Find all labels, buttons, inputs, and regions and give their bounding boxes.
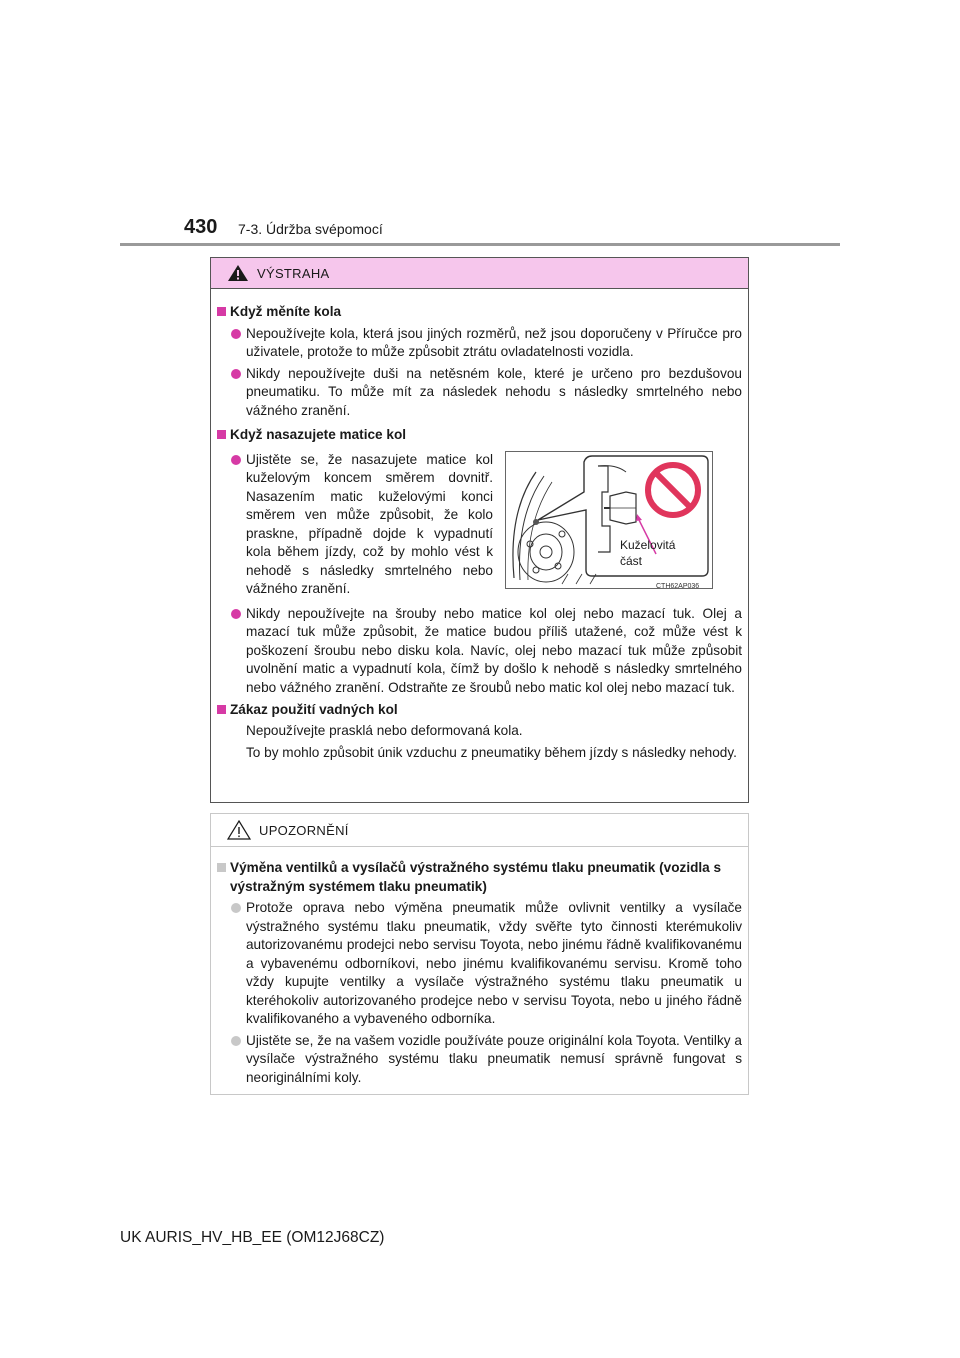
figure-code: CTH62AP036 <box>656 582 700 590</box>
warning-bullet: Ujistěte se, že nasazujete matice kol kuželovým koncem směrem dovnitř. Nasazením matic kuželovými konci směrem ven může způsobit, že kolo praskne, případně dojde k vypadnutí kola během jízdy, což by mohlo vést k nehodě s následky smrtelného nebo vážného zranění. <box>231 451 493 599</box>
caution-heading-valves: Výměna ventilků a vysílačů výstražného systému tlaku pneumatik (vozidla s výstražným systémem tlaku pneumatik) <box>217 859 742 896</box>
header-rule <box>120 243 840 246</box>
wheel-nut-drawing <box>506 452 712 588</box>
warning-bullet: Nikdy nepoužívejte na šrouby nebo matice kol olej nebo mazací tuk. Olej a mazací tuk může způsobit, že matice budou příliš utažené, což může vést k poškození šroubu nebo disku kola. Navíc, olej nebo mazací tuk může způsobit uvolnění matic a vypadnutí kola, čímž by došlo k nehodě s následky smrtelného nebo vážného zranění. Odstraňte ze šroubů nebo matic kol olej nebo mazací tuk. <box>231 605 742 698</box>
warning-title: VÝSTRAHA <box>257 265 330 281</box>
section-title: 7-3. Údržba svépomocí <box>238 221 383 237</box>
warning-bullet: Nikdy nepoužívejte duši na netěsném kole, které je určeno pro bezdušovou pneumatiku. To může mít za následek nehodu s následky smrtelného nebo vážného zranění. <box>231 365 742 421</box>
caution-title: UPOZORNĚNÍ <box>259 822 349 838</box>
tapered-part-label: Kuželovitá část <box>620 537 676 568</box>
round-bullet-icon <box>231 369 241 379</box>
caution-body <box>211 847 748 1087</box>
warning-paragraph: To by mohlo způsobit únik vzduchu z pneumatiky během jízdy s následky nehody. <box>246 745 737 760</box>
round-bullet-icon <box>231 1036 241 1046</box>
caution-triangle-icon <box>227 820 251 840</box>
caution-bullet: Ujistěte se, že na vašem vozidle používáte pouze originální kola Toyota. Ventilky a vysílače výstražného systému tlaku pneumatik nemusí správně fungovat s neoriginálními koly. <box>231 1032 742 1088</box>
warning-box <box>210 257 749 803</box>
warning-heading-wheels: Když měníte kola <box>217 303 742 322</box>
caution-bullet: Protože oprava nebo výměna pneumatik může ovlivnit ventilky a vysílače výstražného systému tlaku pneumatik, vždy svěřte tyto činnosti kterémukoliv autorizovanému prodejci nebo servisu Toyota, nebo jinému řádně kvalifikovanému a vybavenému odborníkovi, nebo jinému kvalifikovanému servisu. Kromě toho vždy kupujte ventilky a vysílače výstražného systému tlaku pneumatik u kteréhokoliv autorizovaného prodejce nebo v servisu Toyota, nebo u jiného řádně kvalifikovaného a vybaveného odborníka. <box>231 899 742 1029</box>
warning-triangle-icon <box>227 264 249 282</box>
warning-paragraph: Nepoužívejte prasklá nebo deformovaná kola. <box>246 722 523 738</box>
warning-heading-defective: Zákaz použití vadných kol <box>217 701 742 720</box>
nut-figure-row <box>217 445 742 599</box>
square-bullet-icon <box>217 705 226 714</box>
round-bullet-icon <box>231 329 241 339</box>
square-bullet-icon <box>217 307 226 316</box>
warning-header <box>211 258 748 289</box>
footer-doc-code: UK AURIS_HV_HB_EE (OM12J68CZ) <box>120 1229 385 1246</box>
round-bullet-icon <box>231 903 241 913</box>
square-bullet-icon <box>217 863 226 872</box>
warning-bullet: Nepoužívejte kola, která jsou jiných rozměrů, než jsou doporučeny v Příručce pro uživatele, protože to může způsobit ztrátu ovladatelnosti vozidla. <box>231 325 742 362</box>
round-bullet-icon <box>231 609 241 619</box>
caution-header <box>211 814 748 847</box>
page-number: 430 <box>184 216 218 238</box>
wheel-nut-illustration <box>505 451 713 589</box>
round-bullet-icon <box>231 455 241 465</box>
warning-heading-nuts: Když nasazujete matice kol <box>217 426 742 445</box>
warning-body <box>211 289 748 763</box>
caution-box <box>210 813 749 1095</box>
square-bullet-icon <box>217 430 226 439</box>
